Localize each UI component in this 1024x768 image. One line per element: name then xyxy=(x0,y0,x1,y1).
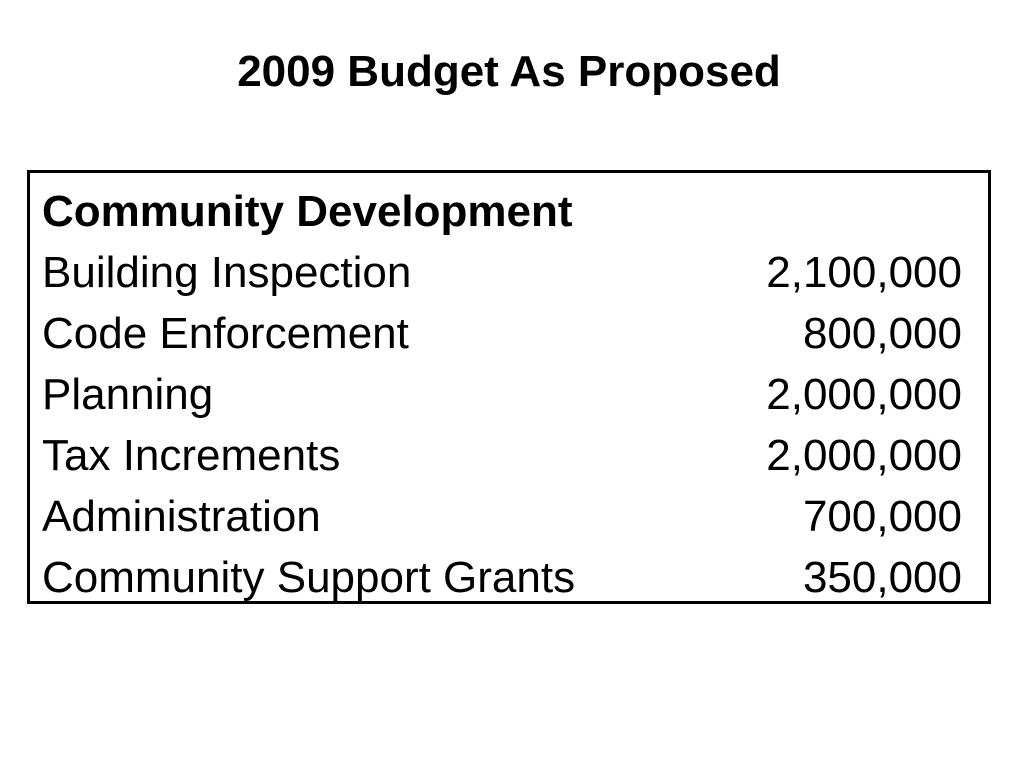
line-item-label: Tax Increments xyxy=(42,431,341,480)
line-item-label: Building Inspection xyxy=(42,248,412,297)
line-item-amount: 2,000,000 xyxy=(766,431,962,480)
page-title: 2009 Budget As Proposed xyxy=(237,47,781,96)
table-row xyxy=(42,547,962,608)
line-item-label: Administration xyxy=(42,492,321,541)
budget-table xyxy=(42,181,962,608)
table-row xyxy=(42,364,962,425)
line-item-label: Planning xyxy=(42,370,214,419)
line-item-label: Community Support Grants xyxy=(42,553,576,602)
table-row xyxy=(42,486,962,547)
line-item-label: Code Enforcement xyxy=(42,309,409,358)
section-heading-row xyxy=(42,181,962,242)
line-item-amount: 800,000 xyxy=(802,309,962,358)
line-item-amount: 2,000,000 xyxy=(766,370,962,419)
table-row xyxy=(42,425,962,486)
budget-table-frame xyxy=(27,170,991,604)
section-heading: Community Development xyxy=(42,187,573,236)
line-item-amount: 700,000 xyxy=(802,492,962,541)
line-item-amount: 350,000 xyxy=(802,553,962,602)
line-item-amount: 2,100,000 xyxy=(766,248,962,297)
table-row xyxy=(42,303,962,364)
table-row xyxy=(42,242,962,303)
